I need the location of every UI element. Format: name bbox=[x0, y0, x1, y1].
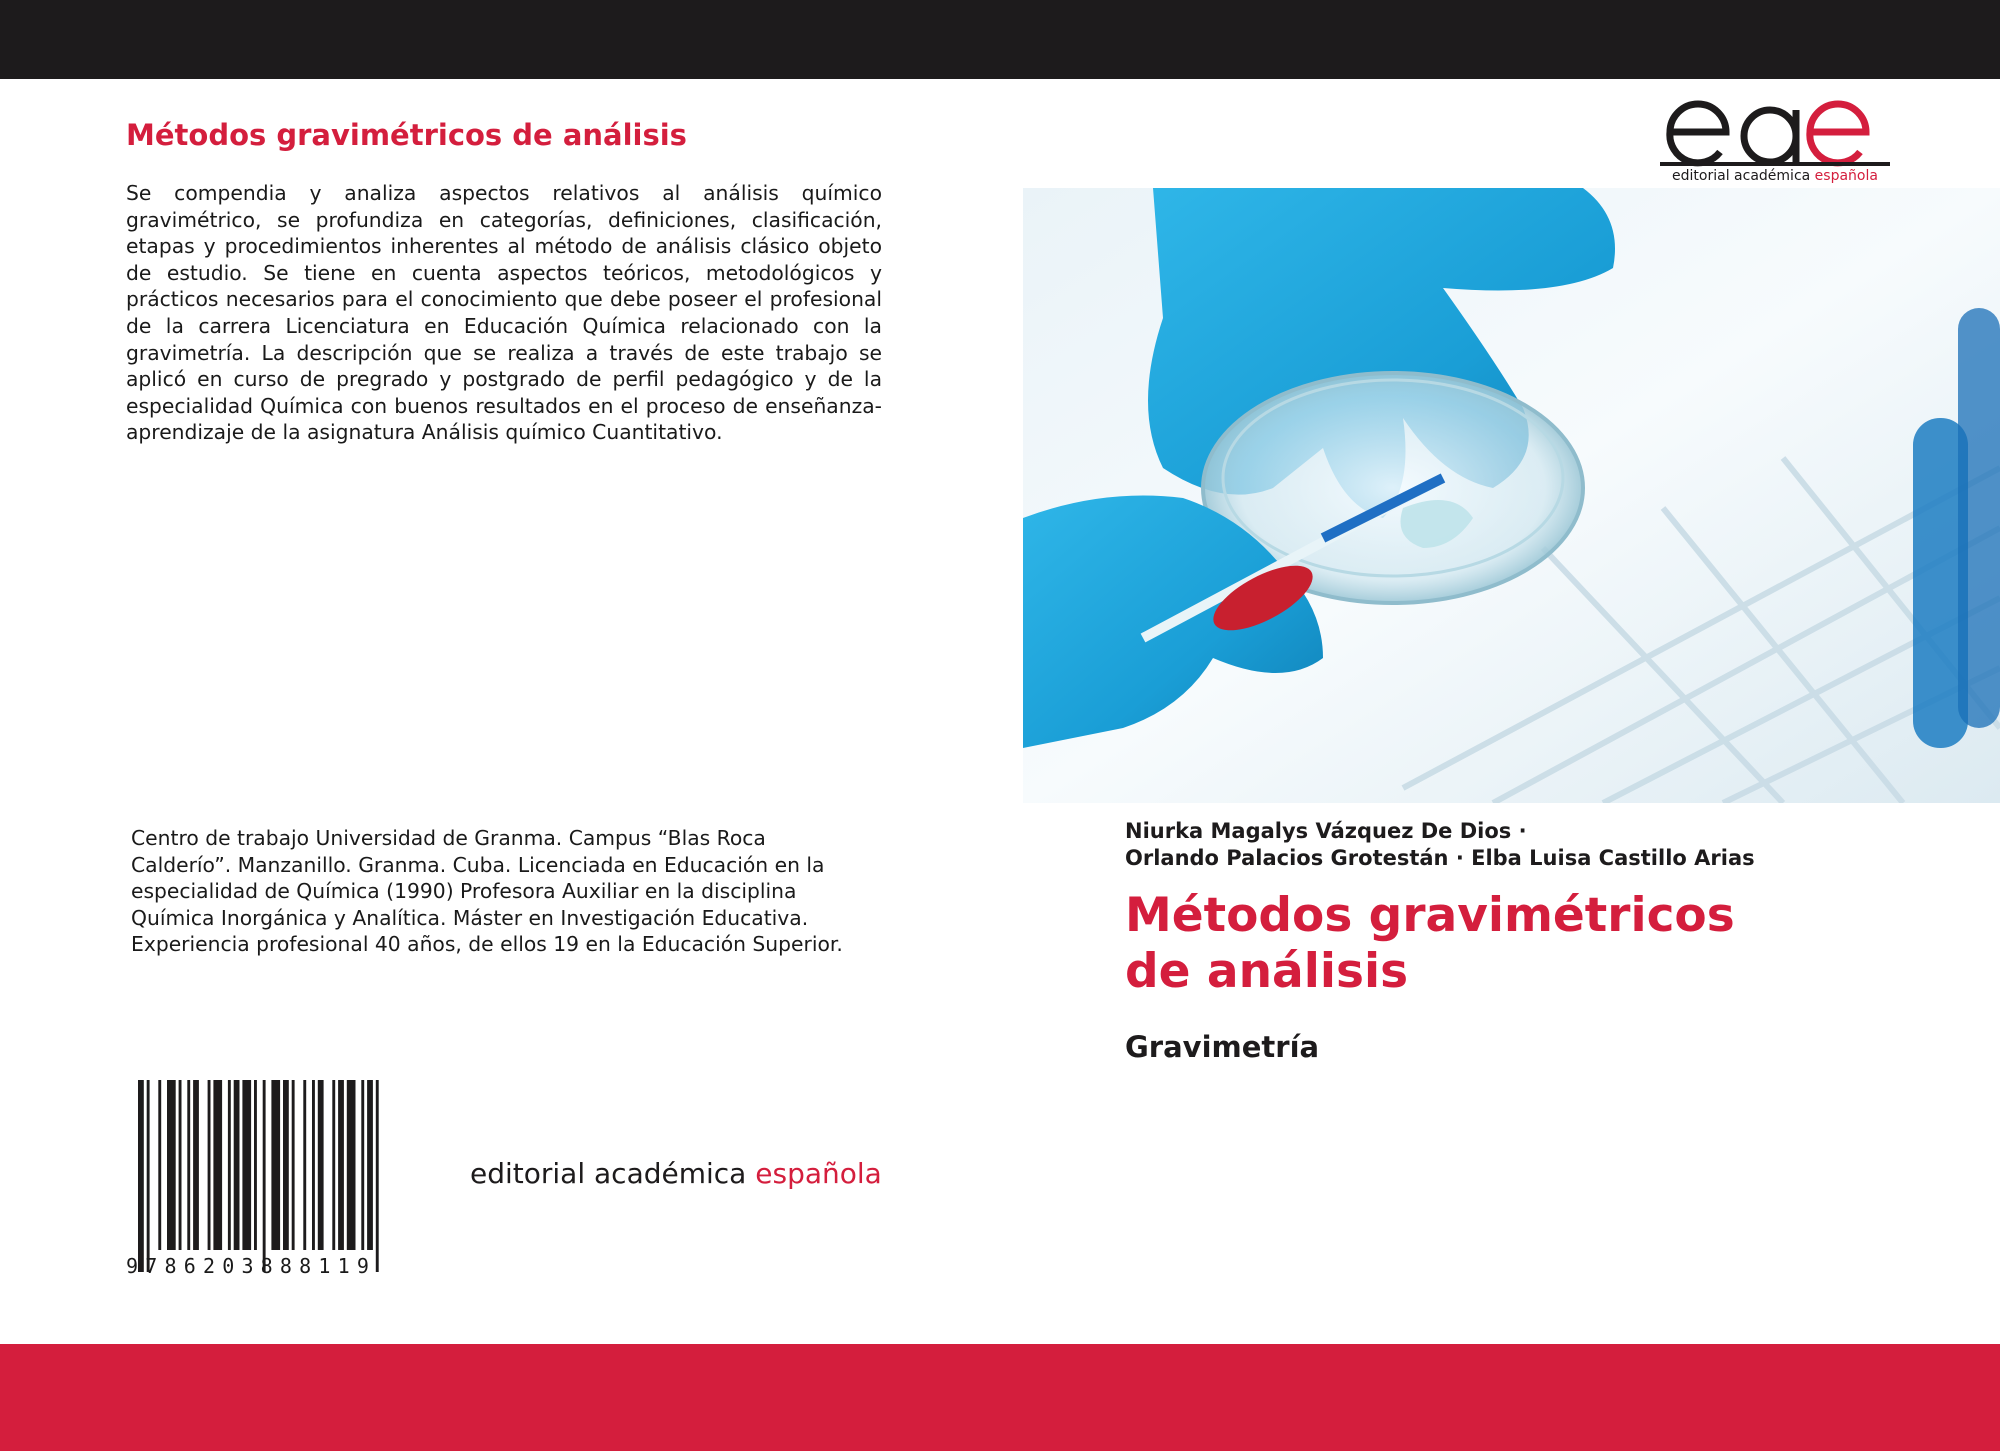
top-bar bbox=[0, 0, 2000, 79]
barcode-bar bbox=[138, 1080, 144, 1272]
barcode-bar bbox=[292, 1080, 295, 1250]
barcode-bar bbox=[347, 1080, 356, 1250]
publisher-logo bbox=[1660, 92, 1890, 192]
author-bio-line: Calderío”. Manzanillo. Granma. Cuba. Licenciada en Educación en la bbox=[131, 852, 825, 877]
barcode-bar bbox=[179, 1080, 182, 1250]
barcode-bar bbox=[187, 1080, 190, 1250]
barcode-bar bbox=[312, 1080, 315, 1250]
logo-caption bbox=[1660, 168, 1890, 184]
barcode-bar bbox=[147, 1080, 150, 1272]
barcode-bar bbox=[254, 1080, 257, 1250]
back-cover-blurb: Se compendia y analiza aspectos relativos al análisis químico gravimétrico, se profundiza en categorías, definiciones, clasificación, etapas y procedimientos inherentes al método de análisis clásico objeto de estudio. Se tiene en cuenta aspectos teóricos, metodológicos y prácticos necesarios para el conocimiento que debe poseer el profesional de la carrera Licenciatura en Educación Química relacionado con la gravimetría. La descripción que se realiza a través de este trabajo se aplicó en curso de pregrado y postgrado de perfil pedagógico y de la especialidad Química con buenos resultados en el proceso de enseñanza-aprendizaje de la asignatura Análisis químico Cuantitativo. bbox=[126, 181, 882, 445]
isbn-number: 9786203888119 bbox=[126, 1254, 377, 1278]
author-bio-line: Química Inorgánica y Analítica. Máster en Investigación Educativa. bbox=[131, 905, 809, 930]
logo-caption-part: editorial académica bbox=[1672, 168, 1815, 184]
authors bbox=[1125, 818, 1755, 872]
barcode-bar bbox=[338, 1080, 344, 1250]
barcode-bar bbox=[367, 1080, 373, 1250]
barcode-bar bbox=[303, 1080, 306, 1250]
barcode-bar bbox=[213, 1080, 222, 1250]
barcode-bar bbox=[376, 1080, 379, 1272]
barcode-bar bbox=[158, 1080, 161, 1250]
publisher-name-accent: española bbox=[755, 1157, 882, 1190]
author-bio-line: especialidad de Química (1990) Profesora Auxiliar en la disciplina bbox=[131, 879, 797, 904]
front-cover-subtitle: Gravimetría bbox=[1125, 1030, 1320, 1064]
authors-line: Niurka Magalys Vázquez De Dios · bbox=[1125, 819, 1527, 843]
front-title-line: de análisis bbox=[1125, 944, 1409, 999]
isbn-barcode bbox=[126, 1080, 456, 1280]
barcode-bar bbox=[228, 1080, 231, 1250]
barcode-bar bbox=[283, 1080, 289, 1250]
back-cover-title: Métodos gravimétricos de análisis bbox=[126, 118, 687, 152]
barcode-bar bbox=[318, 1080, 324, 1250]
lab-glove-petri-dish-icon bbox=[1023, 188, 2000, 803]
barcode-bar bbox=[234, 1080, 240, 1250]
cover-photo bbox=[1023, 188, 2000, 803]
barcode-bar bbox=[263, 1080, 266, 1272]
barcode-bars bbox=[126, 1080, 456, 1280]
logo-caption-accent: española bbox=[1814, 168, 1878, 184]
author-bio-line: Centro de trabajo Universidad de Granma. Campus “Blas Roca bbox=[131, 826, 766, 850]
barcode-bar bbox=[271, 1080, 280, 1250]
barcode-bar bbox=[208, 1080, 211, 1250]
publisher-name-part: editorial académica bbox=[470, 1157, 756, 1190]
barcode-bar bbox=[167, 1080, 176, 1250]
eae-logo-icon bbox=[1660, 92, 1890, 168]
barcode-bar bbox=[361, 1080, 364, 1250]
author-bio bbox=[131, 825, 901, 958]
bottom-bar bbox=[0, 1344, 2000, 1451]
front-title-line: Métodos gravimétricos bbox=[1125, 888, 1735, 943]
front-cover-title bbox=[1125, 888, 1735, 1000]
barcode-bar bbox=[242, 1080, 251, 1250]
barcode-bar bbox=[332, 1080, 335, 1250]
authors-line: Orlando Palacios Grotestán · Elba Luisa Castillo Arias bbox=[1125, 846, 1755, 870]
barcode-bar bbox=[193, 1080, 199, 1250]
back-publisher-name bbox=[470, 1157, 882, 1190]
author-bio-line: Experiencia profesional 40 años, de ellos 19 en la Educación Superior. bbox=[131, 932, 843, 957]
